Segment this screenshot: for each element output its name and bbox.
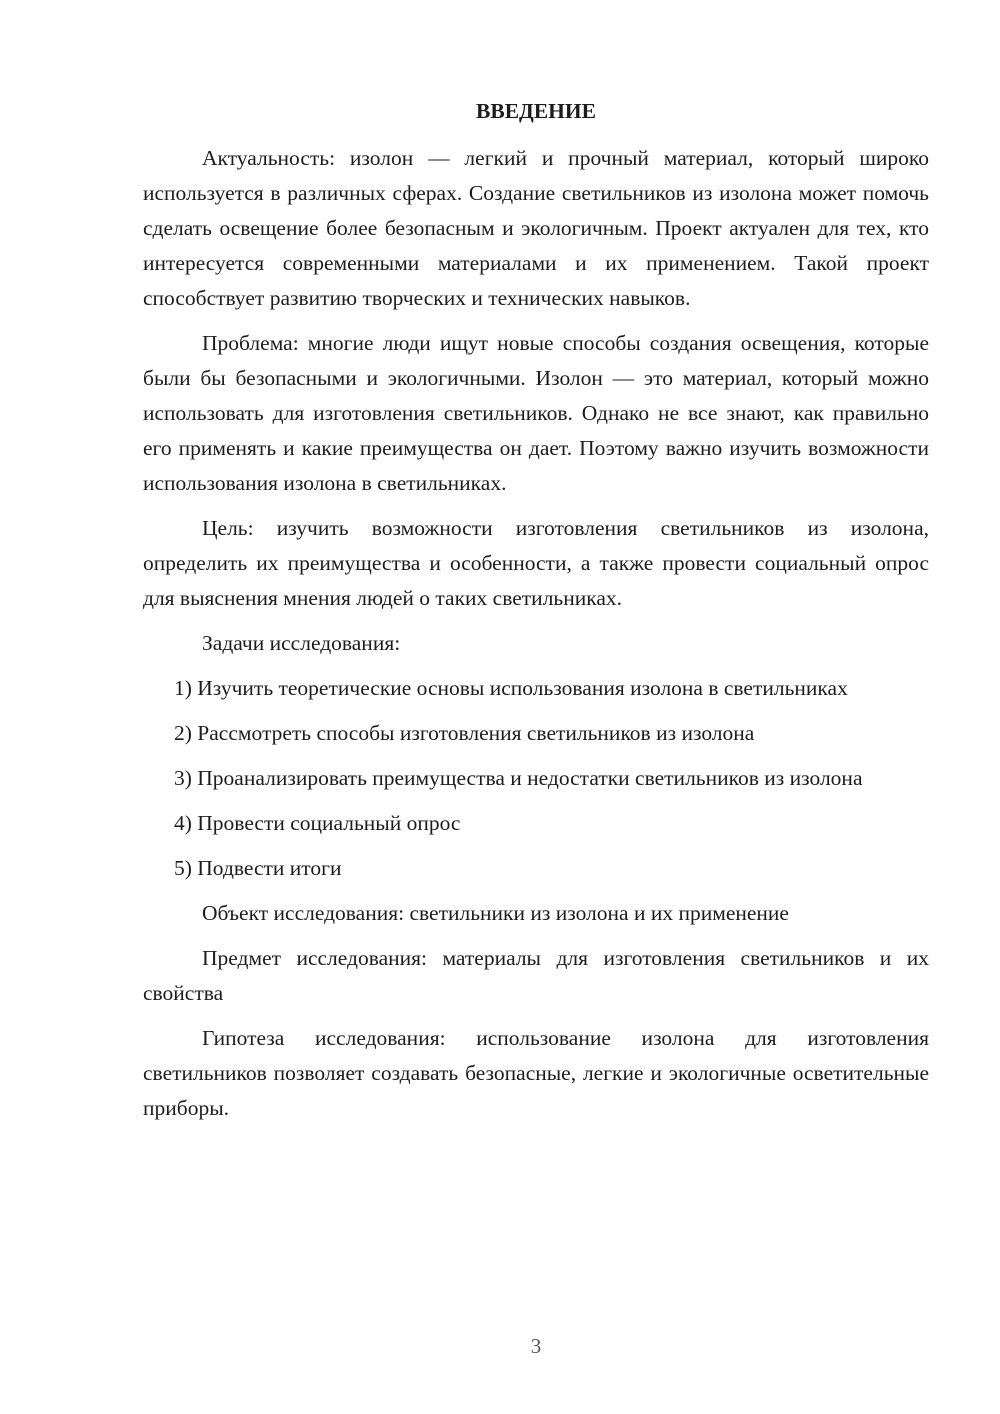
page-number: 3	[530, 1334, 542, 1358]
tasks-heading: Задачи исследования:	[202, 631, 401, 655]
task-item-3: 3) Проанализировать преимущества и недостатки светильников из изолона	[174, 766, 863, 790]
task-item-2: 2) Рассмотреть способы изготовления светильников из изолона	[174, 721, 755, 745]
task-item-1: 1) Изучить теоретические основы использования изолона в светильниках	[174, 676, 848, 700]
page-title: ВВЕДЕНИЕ	[476, 99, 596, 123]
paragraph-hypothesis: Гипотеза исследования: использование изолона для изготовления светильников позволяет создавать безопасные, легкие и экологичные осветительные приборы.	[143, 1026, 929, 1120]
paragraph-subject: Предмет исследования: материалы для изготовления светильников и их свойства	[143, 946, 929, 1005]
paragraph-object: Объект исследования: светильники из изолона и их применение	[202, 901, 789, 925]
paragraph-problem: Проблема: многие люди ищут новые способы создания освещения, которые были бы безопасными и экологичными. Изолон — это материал, который можно использовать для изготовления светильников. Однако не все знают, как правильно его применять и какие преимущества он дает. Поэтому важно изучить возможности использования изолона в светильниках.	[143, 331, 929, 495]
page-content	[143, 96, 929, 1136]
paragraph-relevance: Актуальность: изолон — легкий и прочный материал, который широко используется в различных сферах. Создание светильников из изолона может помочь сделать освещение более безопасным и экологичным. Проект актуален для тех, кто интересуется современными материалами и их применением. Такой проект способствует развитию творческих и технических навыков.	[143, 146, 929, 310]
task-item-5: 5) Подвести итоги	[174, 856, 342, 880]
paragraph-goal: Цель: изучить возможности изготовления светильников из изолона, определить их преимущества и особенности, а также провести социальный опрос для выяснения мнения людей о таких светильниках.	[143, 516, 929, 610]
task-item-4: 4) Провести социальный опрос	[174, 811, 461, 835]
